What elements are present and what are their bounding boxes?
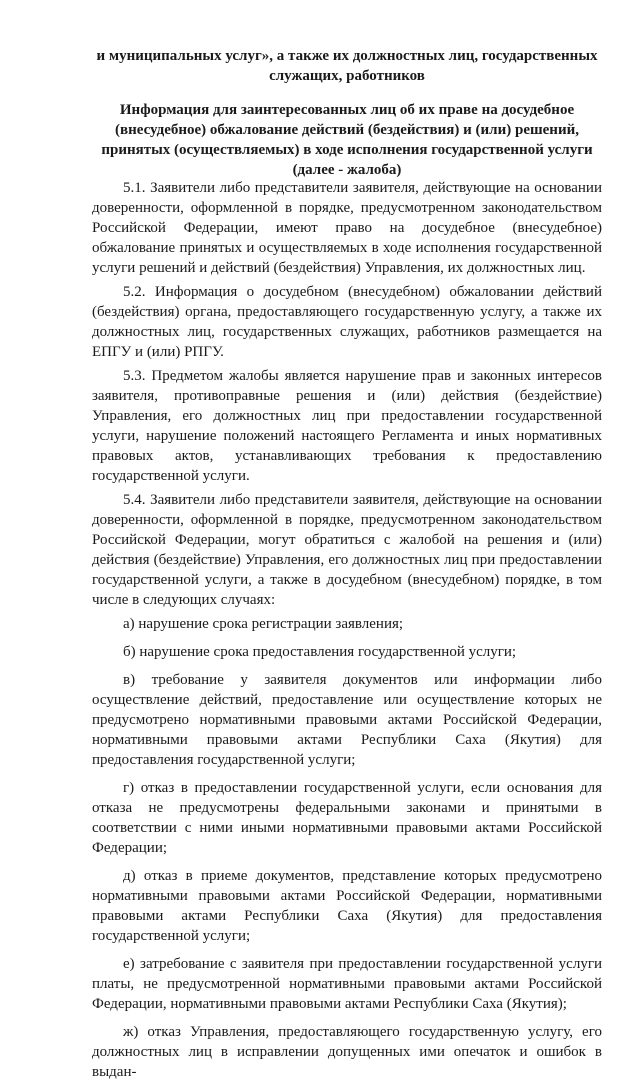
list-item-g: г) отказ в предоставлении государственной услуги, если основания для отказа не предусмотрены федеральными законами и принятыми в соответствии с ними иными нормативными правовыми актами Российской Федерации; xyxy=(92,780,602,856)
paragraph-5-3: 5.3. Предметом жалобы является нарушение прав и законных интересов заявителя, противоправные решения и (или) действия (бездействие) Управления, его должностных лиц при предоставлении государственной услуги, нарушение положений настоящего Регламента и иных нормативных правовых актов, устанавливающих требования к предоставлению государственной услуги. xyxy=(92,368,602,484)
list-item-e: е) затребование с заявителя при предоставлении государственной услуги платы, не предусмотренной нормативными правовыми актами Российской Федерации, нормативными правовыми актами Республики Саха (Якутия); xyxy=(92,956,602,1012)
list-item-d: д) отказ в приеме документов, представление которых предусмотрено нормативными правовыми актами Российской Федерации, нормативными правовыми актами Республики Саха (Якутия) для предоставления государственной услуги; xyxy=(92,868,602,944)
document-body xyxy=(92,178,602,1090)
paragraph-5-2: 5.2. Информация о досудебном (внесудебном) обжаловании действий (бездействия) органа, предоставляющего государственную услугу, а также их должностных лиц, государственных служащих, работников размещается на ЕПГУ и (или) РПГУ. xyxy=(92,284,602,360)
paragraph-5-1: 5.1. Заявители либо представители заявителя, действующие на основании доверенности, оформленной в порядке, предусмотренном законодательством Российской Федерации, имеют право на досудебное (внесудебное) обжалование принятых и осуществляемых в ходе исполнения государственной услуги решений и действий (бездействия) Управления, их должностных лиц. xyxy=(92,180,602,276)
list-item-a: а) нарушение срока регистрации заявления; xyxy=(123,616,404,632)
list-item-b: б) нарушение срока предоставления государственной услуги; xyxy=(123,644,517,660)
info-heading: Информация для заинтересованных лиц об их праве на досудебное (внесудебное) обжалование действий (бездействия) и (или) решений, принятых (осуществляемых) в ходе исполнения государственной услуги (далее - жалоба) xyxy=(101,102,593,178)
list-item-zh: ж) отказ Управления, предоставляющего государственную услугу, его должностных лиц в исправлении допущенных ими опечаток и ошибок в выдан- xyxy=(92,1024,602,1080)
section-heading-continuation: и муниципальных услуг», а также их должностных лиц, государственных служащих, работников xyxy=(96,48,598,84)
paragraph-5-4: 5.4. Заявители либо представители заявителя, действующие на основании доверенности, оформленной в порядке, предусмотренном законодательством Российской Федерации, могут обратиться с жалобой на решения и (или) действия (бездействие) Управления, его должностных лиц при предоставлении государственной услуги, а также в досудебном (внесудебном) порядке, в том числе в следующих случаях: xyxy=(92,492,602,608)
list-item-v: в) требование у заявителя документов или информации либо осуществление действий, предоставление или осуществление которых не предусмотрено нормативными правовыми актами Российской Федерации, нормативными правовыми актами Республики Саха (Якутия) для предоставления государственной услуги; xyxy=(92,672,602,768)
